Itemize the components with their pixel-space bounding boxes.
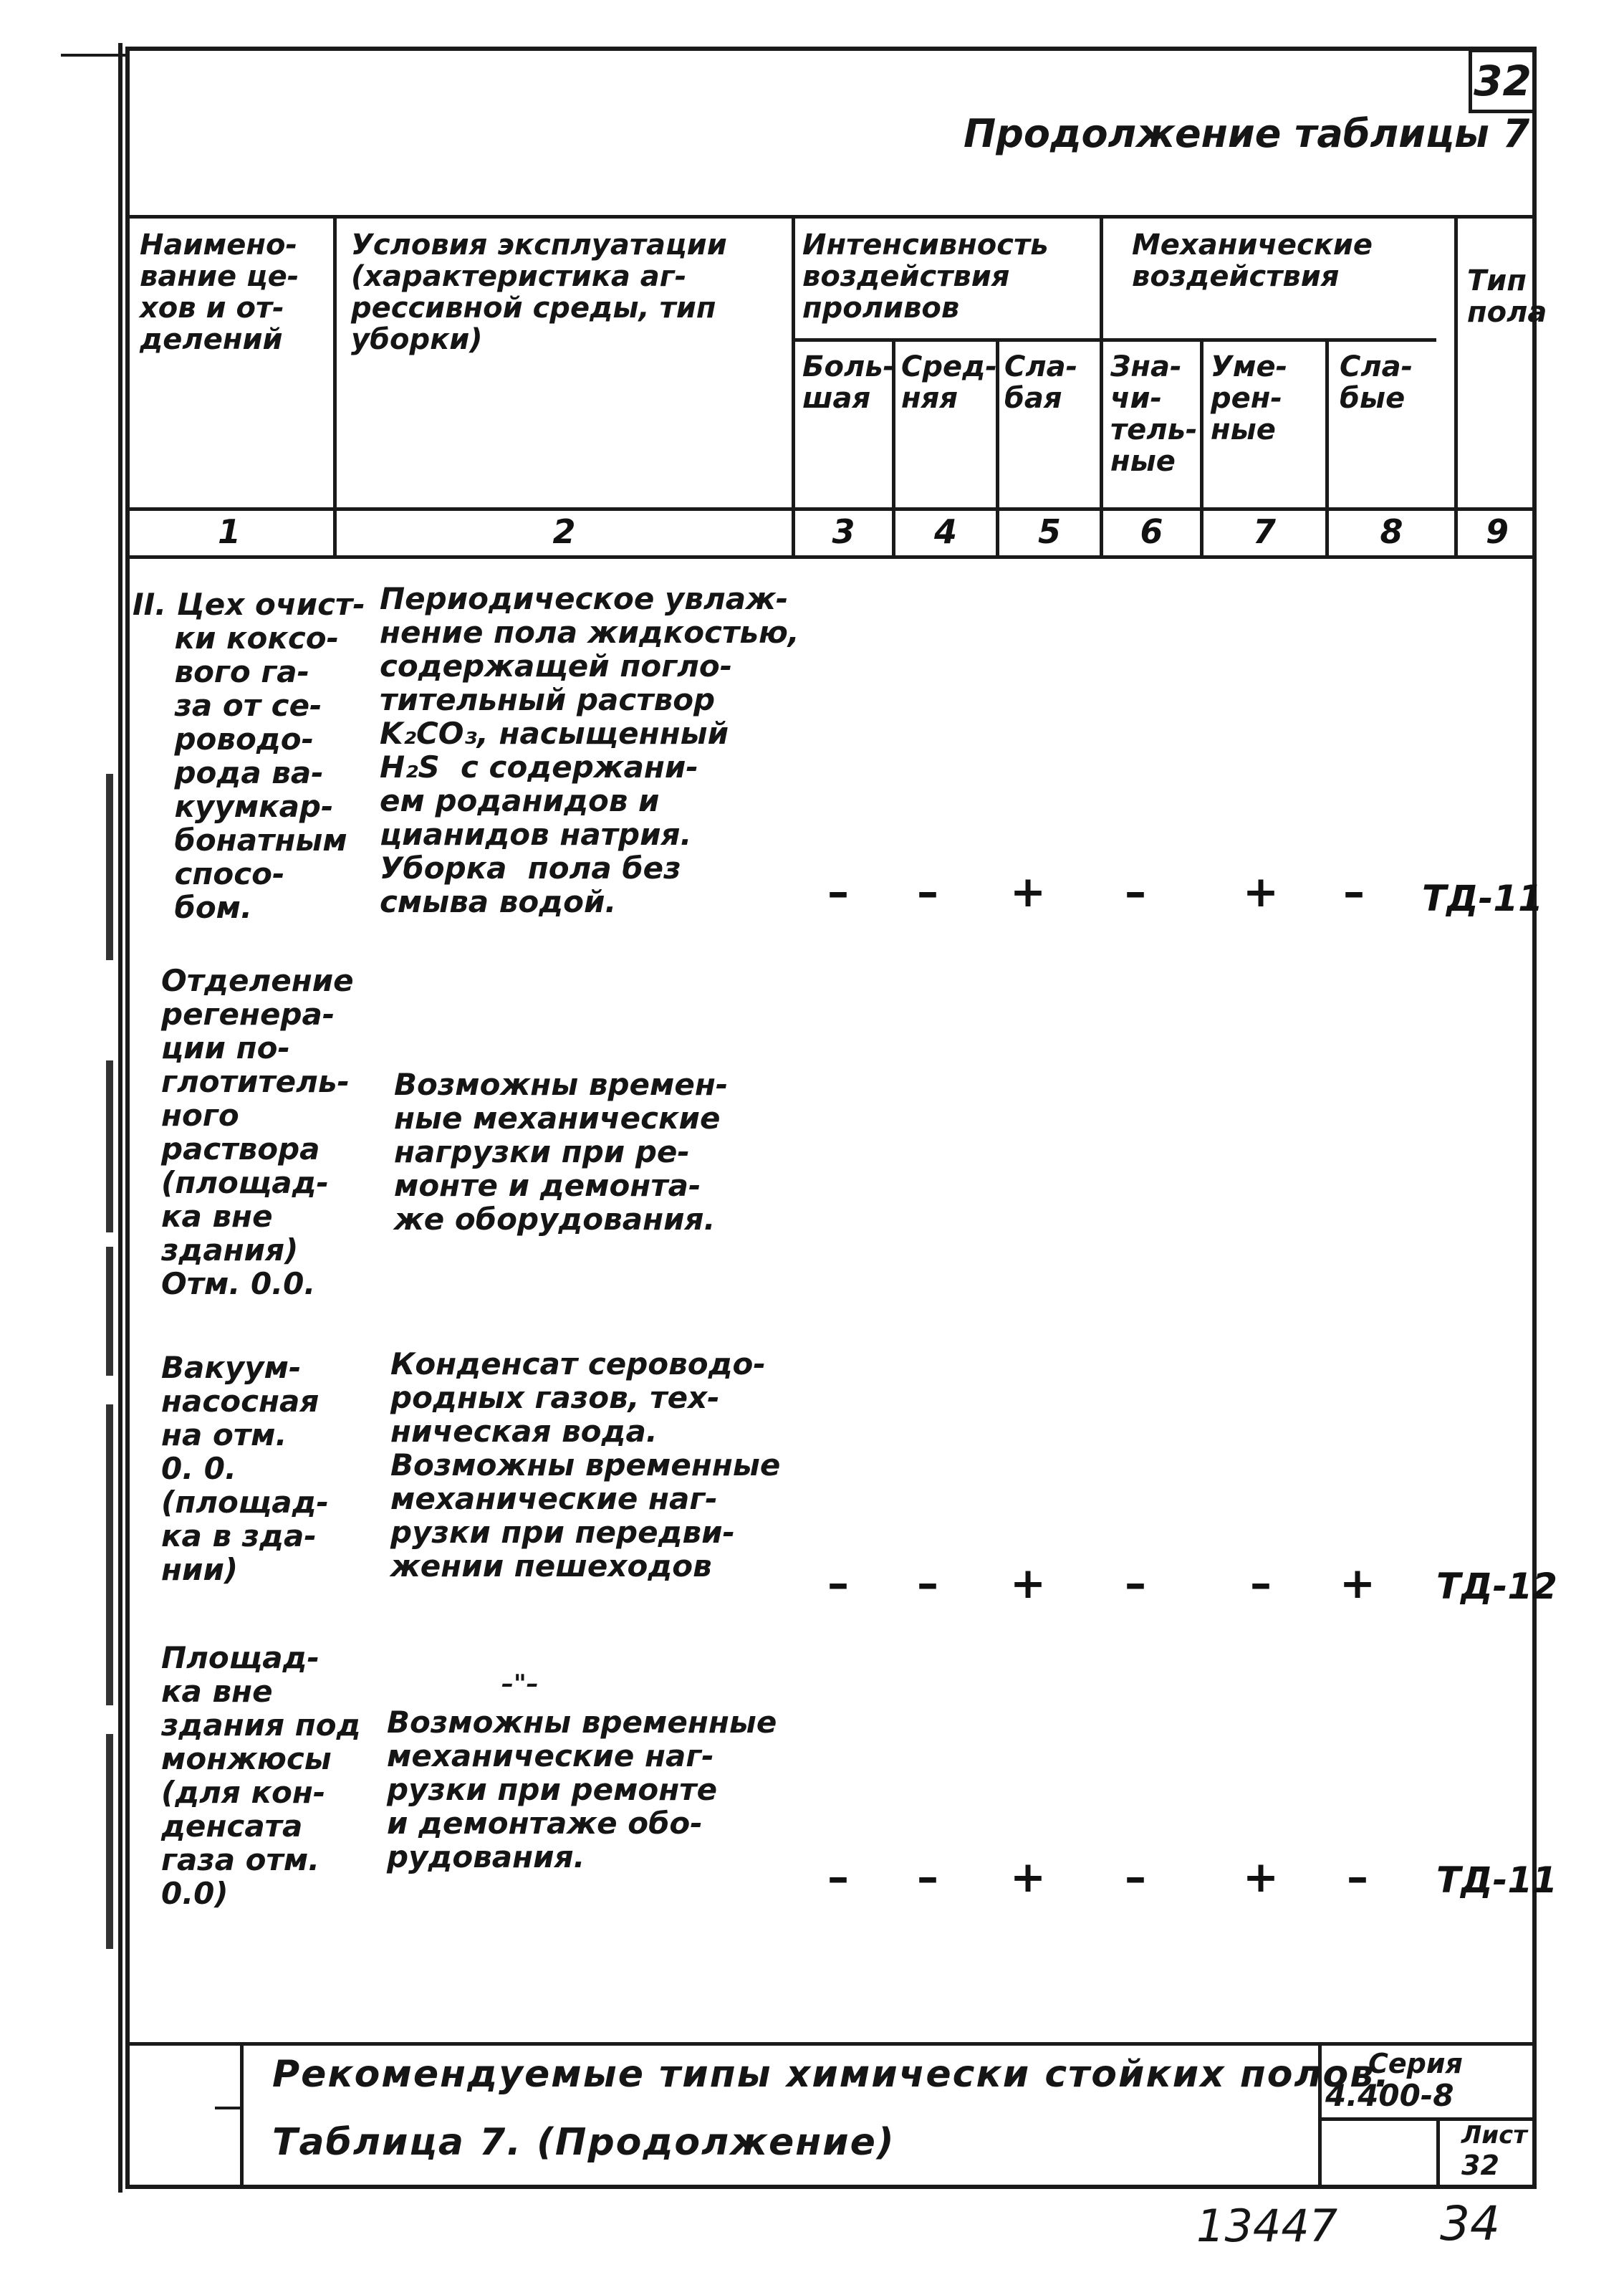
row3-name: Вакуум- насосная на отм. 0. 0. (площад- ка в зда- нии) xyxy=(161,1350,329,1587)
row4-conditions: Возможны временные механические наг- рузки при ремонте и демонтаже обо- рудования. xyxy=(387,1705,777,1874)
column-number: 2 xyxy=(552,512,576,551)
row1-conditions: Периодическое увлаж- нение пола жидкостью, содержащей погло- тительный раствор K₂CO₃, насыщенный H₂S с содержани- ем роданидов и цианидов натрия. Уборка пола без смыва водой. xyxy=(380,581,799,919)
binding-mark xyxy=(106,774,113,960)
continuation-title: Продолжение таблицы 7 xyxy=(964,111,1530,156)
table-top-line xyxy=(125,215,1537,219)
footer-divider xyxy=(1436,2117,1440,2189)
header-weak-mech: Сла- бые xyxy=(1340,350,1413,415)
row1-name: II. Цех очист- ки коксо- вого га- за от се- роводо- рода ва- куумкар- бонатным спосо- бом. xyxy=(133,587,365,925)
stamped-page-number: 34 xyxy=(1440,2196,1500,2251)
col-divider xyxy=(1100,215,1103,559)
column-number: 4 xyxy=(933,512,957,551)
left-margin-rule xyxy=(118,43,122,2193)
binding-mark xyxy=(106,1404,113,1705)
header-spill-intensity: Интенсивность воздействия проливов xyxy=(802,229,1049,325)
row3-mark-col3: – xyxy=(827,1558,849,1609)
row2-name: Отделение регенера- ции по- глотитель- ного раствора (площад- ка вне здания) Отм. 0.0. xyxy=(161,963,354,1301)
column-number: 8 xyxy=(1380,512,1403,551)
row3-floor-type: ТД-12 xyxy=(1436,1566,1557,1607)
row3-mark-col6: – xyxy=(1125,1558,1146,1609)
row4-ditto: –"– xyxy=(501,1670,539,1698)
header-weak: Сла- бая xyxy=(1004,350,1078,415)
archive-number: 13447 xyxy=(1196,2200,1338,2252)
row1-mark-col8: – xyxy=(1343,867,1365,917)
footer-sheet-value: 32 xyxy=(1461,2150,1499,2181)
footer-title: Рекомендуемые типы химически стойких полов. xyxy=(272,2053,1390,2096)
column-number: 5 xyxy=(1037,512,1061,551)
row1-floor-type: ТД-11 xyxy=(1422,878,1543,919)
row4-mark-col5: + xyxy=(1009,1852,1047,1902)
row1-mark-col6: – xyxy=(1125,867,1146,917)
header-operating-conditions: Условия эксплуатации (характеристика аг- рессивной среды, тип уборки) xyxy=(351,229,727,356)
column-number: 9 xyxy=(1485,512,1509,551)
header-medium: Сред- няя xyxy=(901,350,998,415)
footer-series-label: Серия xyxy=(1368,2048,1463,2079)
row3-conditions: Конденсат сероводо- родных газов, тех- ническая вода. Возможны временные механические наг- рузки при передви- жении пешеходов xyxy=(390,1346,781,1584)
col-divider xyxy=(333,215,337,559)
column-number: 1 xyxy=(217,512,241,551)
row3-mark-col5: + xyxy=(1009,1558,1047,1609)
binding-mark xyxy=(106,1247,113,1376)
row1-mark-col3: – xyxy=(827,867,849,917)
footer-top-line xyxy=(125,2042,1537,2046)
column-number: 3 xyxy=(832,512,855,551)
col-divider xyxy=(1454,215,1458,559)
row1-mark-col4: – xyxy=(917,867,938,917)
top-left-tick xyxy=(61,54,129,57)
header-floor-type: Тип пола xyxy=(1467,264,1547,329)
footer-sheet-label: Лист xyxy=(1461,2121,1527,2150)
row2-conditions: Возможны времен- ные механические нагрузки при ре- монте и демонта- же оборудования. xyxy=(394,1067,729,1237)
col-divider xyxy=(792,215,795,559)
row3-mark-col4: – xyxy=(917,1558,938,1609)
row1-mark-col5: + xyxy=(1009,867,1047,917)
header-large: Боль- шая xyxy=(802,350,895,415)
row4-mark-col4: – xyxy=(917,1852,938,1902)
header-mechanical-impact: Механические воздействия xyxy=(1132,229,1373,293)
row4-floor-type: ТД-11 xyxy=(1436,1859,1557,1901)
row3-mark-col7: – xyxy=(1250,1558,1272,1609)
row1-mark-col7: + xyxy=(1242,867,1279,917)
footer-subtitle: Таблица 7. (Продолжение) xyxy=(272,2121,895,2164)
row4-mark-col8: – xyxy=(1347,1852,1368,1902)
footer-divider xyxy=(240,2042,244,2189)
footer-tick xyxy=(215,2107,244,2109)
footer-series-value: 4.400-8 xyxy=(1325,2078,1454,2113)
header-workshop-name: Наимено- вание це- хов и от- делений xyxy=(140,229,299,356)
row4-mark-col6: – xyxy=(1125,1852,1146,1902)
header-significant: Зна- чи- тель- ные xyxy=(1110,350,1198,478)
binding-mark xyxy=(106,1734,113,1949)
subheader-line xyxy=(792,338,1436,342)
row4-mark-col7: + xyxy=(1242,1852,1279,1902)
row3-mark-col8: + xyxy=(1339,1558,1376,1609)
column-number: 6 xyxy=(1140,512,1163,551)
column-number: 7 xyxy=(1252,512,1276,551)
page-number: 32 xyxy=(1469,49,1537,113)
header-moderate: Уме- рен- ные xyxy=(1211,350,1288,446)
row4-name: Площад- ка вне здания под монжюсы (для кон- денсата газа отм. 0.0) xyxy=(161,1640,361,1911)
binding-mark xyxy=(106,1060,113,1232)
row4-mark-col3: – xyxy=(827,1852,849,1902)
